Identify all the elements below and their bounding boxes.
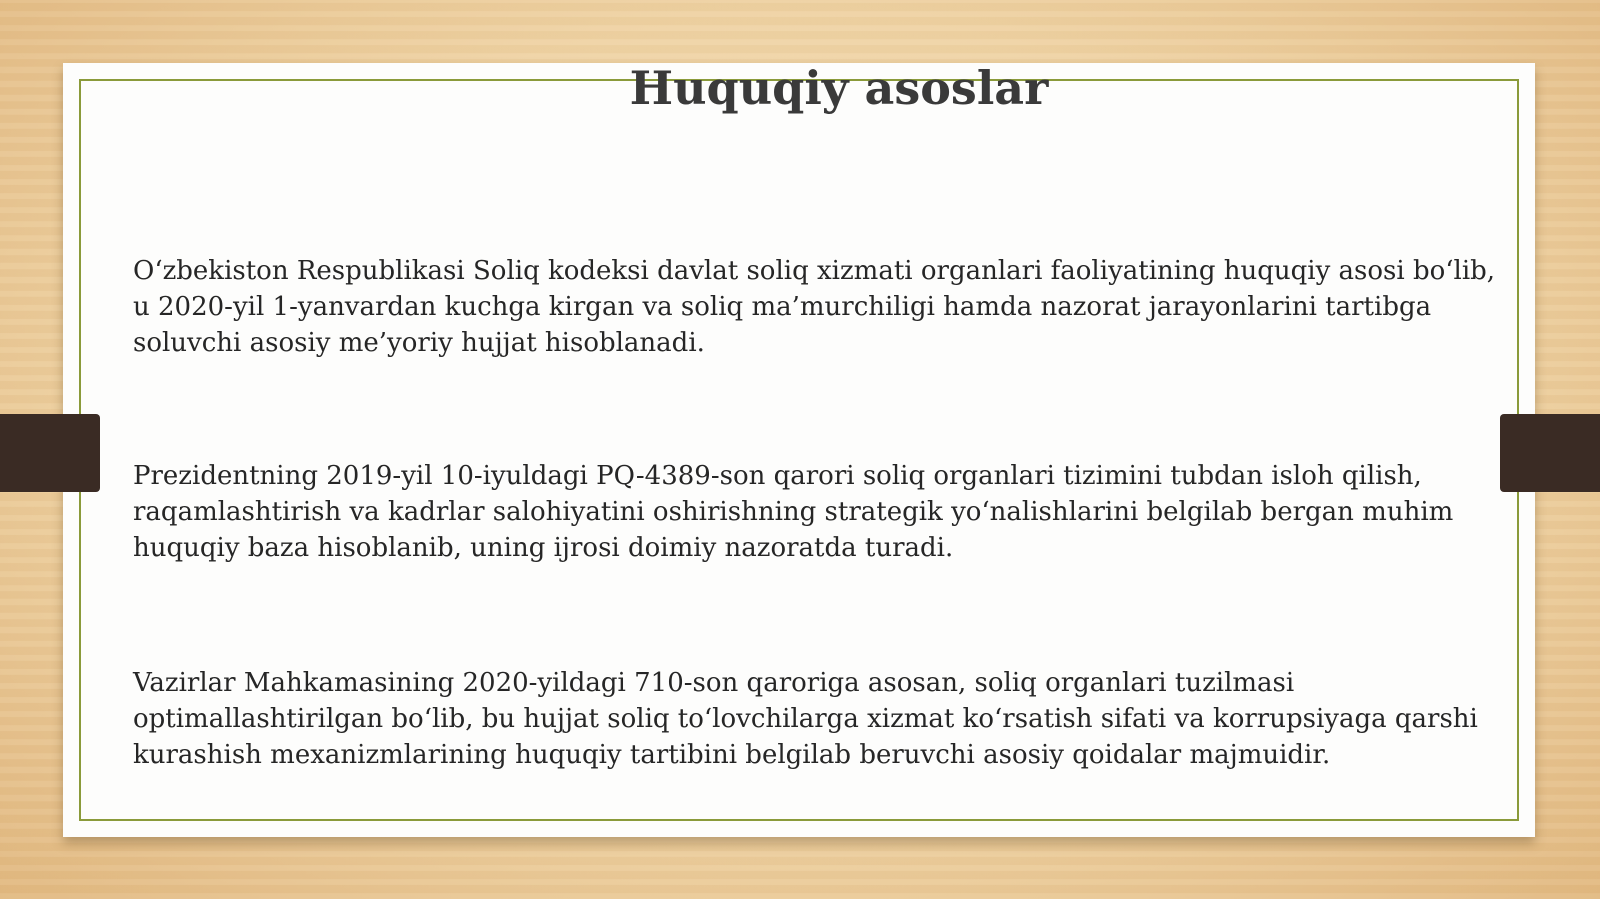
paragraph-presidential-decree: Prezidentning 2019-yil 10-iyuldagi PQ-4389-son qarori soliq organlari tizimini tubdan isloh qilish, raqamlashtirish va kadrlar salohiyatini oshirishning strategik yo‘nalishlarini belgilab bergan muhim huquqiy baza hisoblanib, uning ijrosi doimiy nazoratda turadi.: [133, 461, 1454, 563]
slide-title: Huquqiy asoslar: [629, 61, 1049, 115]
left-binder-tab: [0, 414, 100, 492]
paragraph-cabinet-resolution: Vazirlar Mahkamasining 2020-yildagi 710-son qaroriga asosan, soliq organlari tuzilmasi optimallashtirilgan bo‘lib, bu hujjat soliq to‘lovchilarga xizmat ko‘rsatish sifati va korrupsiyaga qarshi kurashish mexanizmlarining huquqiy tartibini belgilab beruvchi asosiy qoidalar majmuidir.: [133, 668, 1478, 770]
paragraph-tax-code: O‘zbekiston Respublikasi Soliq kodeksi davlat soliq xizmati organlari faoliyatining huquqiy asosi bo‘lib, u 2020-yil 1-yanvardan kuchga kirgan va soliq ma’murchiligi hamda nazorat jarayonlarini tartibga soluvchi asosiy me’yoriy hujjat hisoblanadi.: [133, 256, 1496, 358]
